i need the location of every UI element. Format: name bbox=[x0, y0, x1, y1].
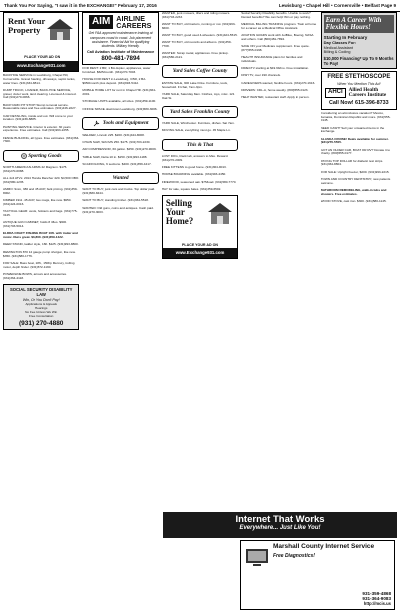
section-header-this-and-that bbox=[162, 139, 238, 151]
classified-item: REMINGTON 870 12 gauge pump shotgun, like new. $350. (931)580-1776. bbox=[3, 249, 76, 258]
ahci-logo: AHCI bbox=[325, 88, 346, 97]
classified-item: SAVE ON your Medicare supplement. Free quote. (877)555-0198. bbox=[241, 44, 310, 52]
classified-item: FOR SALE: Bass boat, 18ft., 150hp Mercury, trolling motor, depth finder. (931)572-1190. bbox=[3, 260, 75, 269]
classified-item: BACKYARD PIT STOP! Stump removal service. Reasonable rates and free estimates. (931)446-2227. bbox=[3, 102, 77, 111]
classified-item: ESTATE SALE, 300 Lake Drive. Furniture, tools, household. Fri-Sat, 7am-3pm. bbox=[161, 80, 228, 89]
marshall-internet-ad[interactable] bbox=[240, 540, 395, 610]
classified-item: OFFICE SPACE downtown Lewisburg. (931)580-3006. bbox=[82, 106, 158, 111]
classified-item: AVIATION GRADS work with JetBlue, Boeing, NASA and others. Call (800)481-7894. bbox=[241, 33, 314, 41]
classified-item: DEER STAND, ladder style, 16ft. $125. (931)993-8800. bbox=[3, 242, 79, 247]
classified-item: TABLE SAW, Delta 10 in. $150. (931)993-1188. bbox=[82, 154, 148, 159]
school-phone[interactable]: Call Now! 615-396-8733 bbox=[329, 100, 389, 107]
career-line: Starting In February bbox=[323, 35, 368, 41]
classified-item: YARD SALE, Saturday 8am. Clothes, toys, misc. 121 Oak St. bbox=[161, 91, 235, 100]
classified-item: ALL 4x4 ATVs: 2014 Honda Rancher 420. $4,500 OBO. (931)580-1235. bbox=[3, 176, 80, 185]
aviation-phone[interactable]: 800-481-7894 bbox=[101, 54, 140, 62]
classified-item: HORSE BOARDING available. (931)993-4450. bbox=[161, 172, 227, 177]
classified-item: BATHROOM REMODELING, walk-in tubs and showers. Free estimates. bbox=[320, 188, 387, 196]
classified-item: ALASKA CRUISE! Deals available for summer. (931)270-5505. bbox=[320, 136, 389, 145]
internet-banner[interactable] bbox=[163, 512, 397, 538]
aviation-ad[interactable] bbox=[82, 12, 158, 65]
classified-item: NORTH AMERICAN ARMS 22 Magnum. $175. (931)270-0088. bbox=[3, 165, 68, 174]
social-security-phone[interactable]: (931) 270-4880 bbox=[18, 319, 64, 327]
section-title: Sporting Goods bbox=[28, 152, 62, 159]
column-1 bbox=[3, 12, 79, 614]
house-icon bbox=[206, 201, 234, 225]
classified-item: PAYING TOP DOLLAR for diabetic test strips. (931)364-8804. bbox=[320, 158, 384, 167]
selling-line-3: Home? bbox=[165, 216, 194, 227]
classified-item: WANT TO BUY, standing timber. (931)364-5518. bbox=[82, 198, 149, 203]
classified-item: MOVING SALE, everything must go. 45 Maple Ln. bbox=[161, 128, 231, 133]
classified-item: FENCE BUILDING, all types. Free estimates. (931)364-7300. bbox=[3, 135, 80, 144]
selling-line-2: Your bbox=[165, 207, 185, 218]
classified-item: ANTIQUE GUN CABINET, holds 8 rifles. $300. (931)703-5014. bbox=[3, 220, 67, 229]
classified-item: SCAFFOLDING, 6 sections. $400. (931)359-4417. bbox=[82, 161, 152, 166]
classified-item: FOR RENT: 2 BR, 1 BA duplex, appliances, water furnished. $625/month. (931)270-7003. bbox=[82, 66, 151, 74]
aviation-title: AIRLINE CAREERS bbox=[116, 14, 152, 31]
classified-item: WANTED, junk mowers, tillers and riding mowers. (931)703-2233. bbox=[161, 12, 231, 19]
social-security-item: Applications & Appeals bbox=[25, 302, 57, 307]
classified-item: YARD SALE, Winchester. Furniture, dishes. Sat 7am. bbox=[161, 121, 235, 126]
classified-item: CHAIN SAW, Stihl MS 250. $175. (931)703-2230. bbox=[82, 140, 151, 145]
classified-item: Social Security Disability benefits. Unable to work? Denied benefits? We can help! Win or pay nothing. bbox=[241, 12, 311, 19]
social-security-item: Hearings bbox=[35, 306, 48, 311]
classified-item: GOT AN OLDER CAR, BOAT OR RV? Donate it to charity. (800)555-0177. bbox=[320, 147, 391, 156]
section-header-yard-sales-coffee bbox=[162, 65, 238, 77]
selling-url[interactable]: www.Exchange931.com bbox=[163, 248, 237, 258]
classified-item: KIMBER 1911 .45 ACP, two mags, like new. $950. (931)424-0016. bbox=[3, 198, 72, 207]
social-security-title: SOCIAL SECURITY DISABILITY LAW bbox=[9, 286, 73, 297]
ball-icon bbox=[21, 153, 27, 159]
classified-item: Considering an all-inclusive vacation? Mexico, Jamaica, Dominican Republic and more. (931)555-0145. bbox=[320, 110, 391, 123]
classified-item: WANT TO BUY, junk cars and trucks. Top dollar paid. (931)580-8444. bbox=[82, 187, 156, 196]
marshall-phone-1[interactable]: 931-359-4868 bbox=[362, 591, 391, 596]
classified-item: CAR DETAILING, inside and out. Will come to your location. (931)239-8885. bbox=[3, 113, 73, 122]
social-security-item: Free Consultation bbox=[28, 313, 54, 318]
career-item: Medical Assistant bbox=[323, 45, 353, 50]
marshall-title: Marshall County Internet Service bbox=[273, 543, 375, 550]
stethoscope-ad[interactable] bbox=[321, 71, 397, 110]
career-title: Earn A Career With Flexible Hours! bbox=[324, 15, 394, 33]
classified-item: TOWN AND COUNTRY DENTISTRY, new patients welcome. bbox=[320, 176, 391, 185]
page-header bbox=[0, 0, 400, 12]
selling-sub: PLACE YOUR AD ON bbox=[182, 242, 218, 247]
section-title: This & That bbox=[186, 141, 214, 148]
social-security-ad[interactable] bbox=[3, 284, 79, 331]
marshall-phone-2[interactable]: 931-364-9083 bbox=[362, 596, 391, 601]
rent-property-sub: PLACE YOUR AD ON bbox=[24, 54, 61, 59]
classified-item: WANTED: Old guns, coins and antiques. Cash paid. (931)270-3003. bbox=[82, 205, 154, 214]
internet-sub: Everywhere... Just Like You! bbox=[239, 525, 321, 532]
section-title: Yard Sales Franklin County bbox=[170, 108, 230, 115]
section-title: Tools and Equipment bbox=[102, 120, 149, 127]
section-header-yard-sales-franklin bbox=[162, 106, 238, 118]
section-header-tools bbox=[82, 117, 158, 130]
header-left: Thank You For Saying, "I saw it in the EXCHANGE!" February 17, 2016 bbox=[4, 3, 157, 8]
classified-item: AIR COMPRESSOR, 60 gallon. $250. (931)270-9009. bbox=[82, 147, 157, 152]
classified-item: WELDER, Lincoln 225. $200. (931)424-8008. bbox=[82, 132, 145, 137]
classified-item: FIREWOOD, seasoned oak. $75/load. (931)580-7770. bbox=[161, 179, 237, 184]
aviation-cta: Call Aviation Institute of Maintenance bbox=[86, 49, 155, 54]
career-grant: $10,000 Financing* Up To 9 Months To Pay! bbox=[323, 55, 394, 67]
column-2 bbox=[82, 12, 158, 614]
classified-item: HELP WANTED, restaurant staff. Apply in person. bbox=[241, 95, 310, 100]
classified-item: PAINTING SERVICE. Interior & exterior. 30 years experience. Free estimates. Call (931)993-2255. bbox=[3, 124, 71, 133]
house-icon bbox=[45, 17, 75, 41]
internet-title: Internet That Works bbox=[235, 514, 325, 525]
classified-item: AMMO: 9mm, 380 and 45 ACP, bulk pricing. (931)359-8002. bbox=[3, 187, 78, 196]
selling-home-ad[interactable] bbox=[162, 195, 238, 259]
wrench-icon bbox=[93, 120, 100, 127]
social-security-tagline: Win, Or You Don't Pay! bbox=[22, 298, 60, 303]
classified-item: WANT TO BUY, old records and albums. (931)359-7708. bbox=[161, 40, 232, 49]
classified-item: WANT TO BUY, old tractors, running or not. (931)993-6600. bbox=[161, 22, 236, 30]
header-right: Lewisburg • Chapel Hill • Cornersville • Belfast Page 9 bbox=[278, 3, 396, 8]
classified-item: BACKHOE SERVICE in Lewisburg, Chapel Hill, Cornersville. Gravel hauling, driveways, septic tanks, water lines. (931)334-8814. bbox=[3, 73, 76, 85]
classified-item: DIRECTV starting at $19.99/mo. Free installation. bbox=[241, 66, 310, 71]
classified-item: HAY for sale, square bales. (931)359-6502. bbox=[161, 186, 222, 191]
classified-item: MOBILE HOME LOT for rent in Chapel Hill. (931)364-2001. bbox=[82, 88, 156, 96]
classified-item: WOOD STOVE, cast iron. $300. (931)580-1145. bbox=[320, 199, 387, 204]
classified-item: DUMP TRUCK, LOADER, BACK-HOE SERVICE, gravel, dozer work, land clearing. Licensed & insured. Call (931)270-0066. bbox=[3, 87, 77, 100]
career-item: Billing & Coding bbox=[323, 50, 351, 55]
aviation-body: Get FAA approved maintenance training at campuses coast to coast. Job placement assistance. Financial Aid for qualifying students. Military friendly. bbox=[88, 31, 153, 48]
school-name: Allied Health Careers Institute bbox=[348, 86, 387, 98]
classified-item: LOST DOG, black lab, answers to Max. Reward. (931)270-2009. bbox=[161, 154, 229, 162]
marshall-url[interactable]: http://mcis.us bbox=[363, 601, 391, 606]
classified-item: NEED CASH? Sell your unwanted items in the Exchange. bbox=[320, 125, 385, 134]
section-header-wanted bbox=[82, 172, 158, 184]
classified-item: CAREGIVERS wanted, flexible hours. (931)270-1616. bbox=[241, 80, 316, 85]
classified-item: STORAGE UNITS available, all sizes. (931)359-1100. bbox=[82, 99, 157, 104]
rent-property-title: Rent Your Property bbox=[8, 16, 46, 35]
classified-item: ELDRA CRAFT FISHING BOAT 16ft. with trailer and motor. Runs great. $3,800. (931)359-1422. bbox=[3, 231, 78, 240]
marshall-sub: Free Diagnostics! bbox=[273, 552, 315, 559]
aim-logo: AIM bbox=[89, 15, 113, 29]
classified-item: DISH TV, over 190 channels. bbox=[241, 73, 281, 78]
classified-item: TACTICAL GEAR: vests, holsters and bags. (931)775-3125. bbox=[3, 209, 78, 218]
classified-item: WANT TO BUY, good used 4-wheelers. (931)424-5515. bbox=[161, 33, 238, 38]
classified-item: FOR SALE: Upright freezer, $200. (931)993-2215. bbox=[320, 169, 390, 174]
classified-item: POWERLINE BOWS, arrows and accessories. (931)364-4118. bbox=[3, 271, 67, 280]
classified-item: HOUSE FOR RENT in Lewisburg, 3 BR, 2 BA. $950/month plus deposit. (931)993-5412. bbox=[82, 77, 147, 85]
classified-item: HEALTH INSURANCE plans for families and individuals. bbox=[241, 55, 303, 63]
career-ad[interactable] bbox=[321, 12, 397, 69]
classified-item: MEDICAL BILLING TRAINING program. Train at home for a career as a Medical Office Assistant. bbox=[241, 22, 317, 30]
classified-item: WANTED: Scrap metal, appliances. Free pickup. (931)580-2121. bbox=[161, 51, 229, 60]
section-title: Wanted bbox=[112, 175, 129, 182]
classified-item: FREE KITTENS to good home. (931)364-9013. bbox=[161, 165, 227, 170]
rent-property-url[interactable]: www.Exchange931.com bbox=[4, 61, 78, 71]
classified-item: DRIVERS: CDL-A, home weekly. (800)555-0123. bbox=[241, 87, 309, 92]
stethoscope-sub: When You Mention This Ad! bbox=[337, 81, 381, 86]
career-sub: Day Classes For: bbox=[323, 39, 357, 45]
section-title: Yard Sales Coffee County bbox=[172, 68, 228, 75]
rent-property-ad[interactable] bbox=[3, 12, 79, 72]
section-header-sporting-goods bbox=[3, 150, 79, 163]
selling-line-1: Selling bbox=[165, 198, 192, 209]
stethoscope-title: FREE STETHOSCOPE bbox=[327, 74, 391, 81]
social-security-item: No Fee Unless We Win bbox=[25, 309, 58, 314]
computer-icon bbox=[244, 547, 270, 569]
